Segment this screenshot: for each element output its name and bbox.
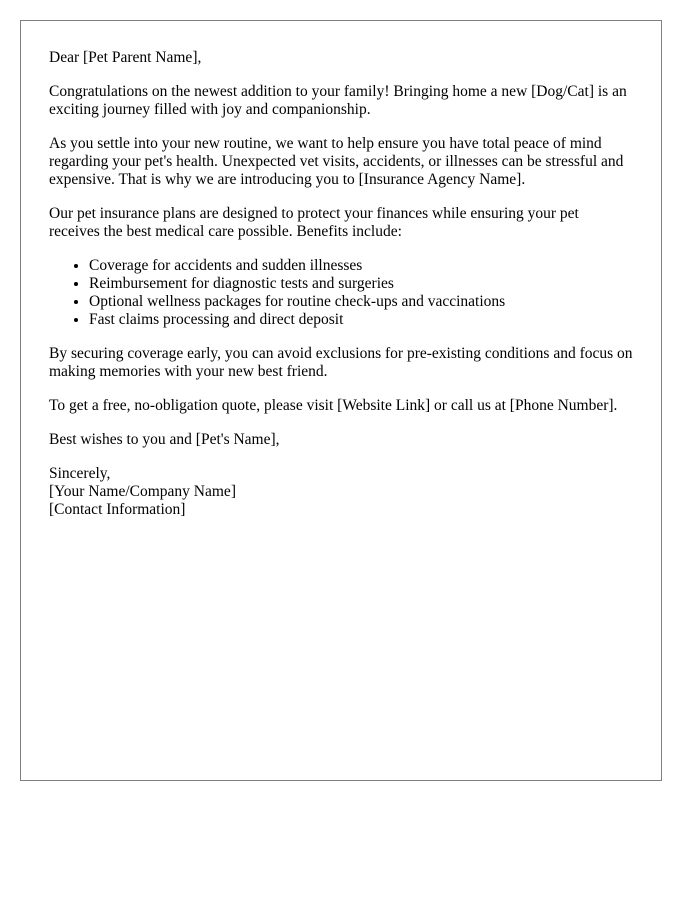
- best-wishes-line: Best wishes to you and [Pet's Name],: [49, 431, 280, 448]
- benefit-item: • Coverage for accidents and sudden illnesses: [89, 257, 633, 275]
- benefit-item: • Fast claims processing and direct deposit: [89, 311, 633, 329]
- benefit-item: • Reimbursement for diagnostic tests and surgeries: [89, 275, 633, 293]
- signature-block: [49, 465, 633, 519]
- benefits-intro-paragraph: Our pet insurance plans are designed to protect your finances while ensuring your pet receives the best medical care possible. Benefits include:: [49, 205, 579, 240]
- sender-contact: [Contact Information]: [49, 501, 186, 518]
- benefit-item: • Optional wellness packages for routine check-ups and vaccinations: [89, 293, 633, 311]
- salutation: Dear [Pet Parent Name],: [49, 49, 202, 66]
- intro-paragraph: Congratulations on the newest addition to your family! Bringing home a new [Dog/Cat] is an exciting journey filled with joy and companionship.: [49, 83, 627, 118]
- letter-page: [20, 20, 662, 781]
- quote-paragraph: To get a free, no-obligation quote, please visit [Website Link] or call us at [Phone Number].: [49, 397, 618, 414]
- sender-name: [Your Name/Company Name]: [49, 483, 236, 500]
- health-paragraph: As you settle into your new routine, we want to help ensure you have total peace of mind regarding your pet's health. Unexpected vet visits, accidents, or illnesses can be stressful and expensive. That is why we are introducing you to [Insurance Agency Name].: [49, 135, 624, 188]
- signoff: Sincerely,: [49, 465, 111, 482]
- benefits-list: [49, 257, 633, 329]
- coverage-paragraph: By securing coverage early, you can avoid exclusions for pre-existing conditions and focus on making memories with your new best friend.: [49, 345, 633, 380]
